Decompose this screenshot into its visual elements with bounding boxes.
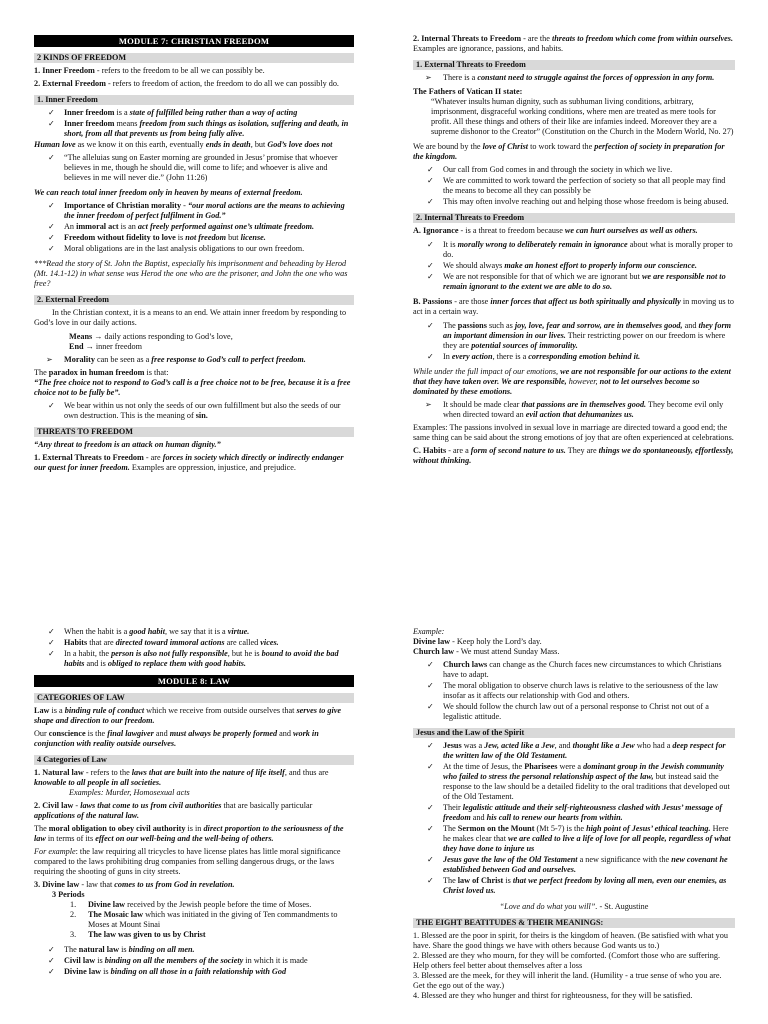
inner-check-1: ✓ Inner freedom is a state of fulfilled being rather than a way of acting: [34, 108, 354, 118]
tricycle-example: For example: the law requiring all tricycles to have license plates has little moral significance compared to the laws prohibiting drug companies from selling dangerous drugs, or the laws requiring the shooting of guns in city streets.: [34, 847, 341, 877]
beatitude-1: 1. Blessed are the poor in spirit, for theirs is the kingdom of heaven. (Be satisfied with what you have. Share the good things we have with others because God wants us to.): [413, 931, 728, 950]
binding-check-3: ✓ Divine law is binding on all those in a faith relationship with God: [34, 967, 354, 977]
inner-check-2: ✓ Inner freedom means freedom from such things as isolation, suffering and death, in short, from all that prevents us from being fully alive.: [34, 119, 354, 139]
conscience-def: Our conscience is the final lawgiver and must always be properly formed and work in conjunction with reality outside ourselves.: [34, 729, 319, 749]
binding-check-2: ✓ Civil law is binding on all the members of the society in which it is made: [34, 956, 354, 966]
jesus-check-6: ✓ The law of Christ is that we perfect freedom by loving all men, even our enemies, as Christ loved us.: [413, 876, 735, 896]
moral-obligation: The moral obligation to obey civil authority is in direct proportion to the seriousness of the law in terms of its effect on our well-being and the well-being of others.: [34, 824, 344, 844]
beatitude-2: 2. Blessed are they who mourn, for they will be comforted. (Comfort those who are suffering. Help others feel better about themselves after a loss: [413, 951, 721, 970]
ignorance-check-3: ✓ We are not responsible for that of which we are ignorant but we are responsible not to remain ignorant to the extent we are able to do so.: [413, 272, 735, 292]
constant-arrow: ➢ There is a constant need to struggle against the forces of oppression in any form.: [413, 73, 735, 83]
law-def: Law is a binding rule of conduct which we receive from outside ourselves that serves to give shape and direction to our freedom.: [34, 706, 342, 726]
periods-label: 3 Periods: [52, 890, 85, 900]
jesus-check-2: ✓ At the time of Jesus, the Pharisees were a dominant group in the Jewish community who failed to stress the personal relationship aspect of the law, but instead said the response to the law should be a detailed fidelity to the oral traditions that developed out of the Old Testament.: [413, 762, 735, 802]
habit-check-2: ✓ Habits that are directed toward immoral actions are called vices.: [34, 638, 354, 648]
module7-column: [34, 34, 354, 476]
habits-def: C. Habits - are a form of second nature to us. They are things we do spontaneously, effortlessly, without thinking.: [413, 446, 734, 465]
civil-law: 2. Civil law - laws that come to us from civil authorities that are basically particular applications of the natural law.: [34, 801, 313, 821]
threats-column: [413, 34, 735, 469]
ext-threat: 1. External Threats to Freedom - are forces in society which directly or indirectly endanger our quest for inner freedom. Examples are oppression, injustice, and prejudice.: [34, 453, 344, 473]
four-categories-header: 4 Categories of Law: [34, 755, 354, 765]
period-3: 3. The law was given to us by Christ: [70, 930, 206, 940]
vatican-quote: “Whatever insults human dignity, such as subhuman living conditions, arbitrary, imprisonment, disgraceful working conditions, where men are treated as mere tools for profit. All these things and others of their like are infamies indeed. Moreover they are a supreme dishonor to the Creator” (Constitution on the Church in the Modern World, No. 27): [431, 97, 734, 136]
natural-law: 1. Natural law - refers to the laws that are built into the nature of life itself, and thus are knowable to all people in all societies.: [34, 768, 329, 788]
jesus-check-1: ✓ Jesus was a Jew, acted like a Jew, and thought like a Jew who had a deep respect for the written law of the Old Testament.: [413, 741, 735, 761]
binding-check-1: ✓ The natural law is binding on all men.: [34, 945, 354, 955]
kind1: 1. Inner Freedom - refers to the freedom to be all we can possibly be.: [34, 66, 265, 76]
divine-example: Divine law - Keep holy the Lord’s day.: [413, 637, 542, 646]
int-threat-intro: 2. Internal Threats to Freedom - are the threats to freedom which come from within ourselves. Examples are ignorance, passions, and habits.: [413, 34, 733, 53]
period-2: 2. The Mosaic law which was initiated in the giving of Ten commandments to Moses at Mount Sinai: [70, 910, 338, 930]
ignorance-check-1: ✓ It is morally wrong to deliberately remain in ignorance about what is morally proper to do.: [413, 240, 735, 260]
threats-header: THREATS TO FREEDOM: [34, 427, 354, 437]
means-line: Means → daily actions responding to God’s love,: [69, 332, 233, 342]
ext-threats-header: 1. External Threats to Freedom: [413, 60, 735, 70]
habit-check-1: ✓ When the habit is a good habit, we say that it is a virtue.: [34, 627, 354, 637]
example-label: Example:: [413, 627, 445, 636]
spirit-header: Jesus and the Law of the Spirit: [413, 728, 735, 738]
fathers-heading: The Fathers of Vatican II state:: [413, 87, 523, 96]
natural-examples: Examples: Murder, Homosexual acts: [69, 788, 190, 798]
obligations-check: ✓ Moral obligations are in the last analysis obligations to our own freedom.: [34, 244, 354, 254]
categories-header: CATEGORIES OF LAW: [34, 693, 354, 703]
divine-law: 3. Divine law - law that comes to us from God in revelation.: [34, 880, 235, 890]
paradox-quote: “The free choice not to respond to God’s call is a free choice not to be free, because it is a free choice not to be fully be”.: [34, 378, 351, 398]
human-love: Human love as we know it on this earth, eventually ends in death, but God’s love does not: [34, 140, 333, 150]
beatitude-3: 3. Blessed are the meek, for they will inherit the land. (Humility - a true sense of who you are. Get the ego out of the way.): [413, 971, 722, 990]
inner-freedom-header: 1. Inner Freedom: [34, 95, 354, 105]
module7-title: MODULE 7: CHRISTIAN FREEDOM: [34, 35, 354, 47]
church-check-1: ✓ Church laws can change as the Church faces new circumstances to which Christians have to adapt.: [413, 660, 735, 680]
beatitudes-header: THE EIGHT BEATITUDES & THEIR MEANINGS:: [413, 918, 735, 928]
jesus-check-3: ✓ Their legalistic attitude and their self-righteousness clashed with Jesus’ message of freedom and his call to renew our hearts from within.: [413, 803, 735, 823]
bound-check-1: ✓ Our call from God comes in and through the society in which we live.: [413, 165, 735, 175]
module8-column: [34, 627, 354, 978]
module8-title: MODULE 8: LAW: [34, 675, 354, 687]
fidelity-check: ✓ Freedom without fidelity to love is not freedom but license.: [34, 233, 354, 243]
clear-arrow: ➢ It should be made clear that passions are in themselves good. They become evil only when directed toward an evil action that dehumanizes us.: [413, 400, 735, 420]
paradox-line: The paradox in human freedom is that:: [34, 368, 169, 378]
reach-text: We can reach total inner freedom only in heaven by means of external freedom.: [34, 188, 303, 198]
jesus-check-5: ✓ Jesus gave the law of the Old Testament a new significance with the new covenant he established between God and ourselves.: [413, 855, 735, 875]
kind2: 2. External Freedom - refers to freedom of action, the freedom to do all we can possibly do.: [34, 79, 339, 89]
church-check-2: ✓ The moral obligation to observe church laws is relative to the seriousness of the law insofar as it affects our relationship with God and others.: [413, 681, 735, 701]
int-threats-header: 2. Internal Threats to Freedom: [413, 213, 735, 223]
augustine-quote: “Love and do what you will”. - St. Augustine: [499, 902, 649, 911]
church-check-3: ✓ We should follow the church law out of a personal response to Christ not out of a legalistic attitude.: [413, 702, 735, 722]
church-example: Church law - We must attend Sunday Mass.: [413, 647, 560, 656]
ignorance-check-2: ✓ We should always make an honest effort to properly inform our conscience.: [413, 261, 735, 271]
bear-check: ✓ We bear within us not only the seeds of our own fulfillment but also the seeds of our own destruction. This is the meaning of sin.: [34, 401, 354, 421]
bound-check-3: ✓ This may often involve reaching out and helping those whose freedom is being abused.: [413, 197, 735, 207]
john-quote: ✓ “The alleluias sung on Easter morning are grounded in Jesus’ promise that whoever believes in me, though he should die, will come to life; and whoever is alive and believes in me will never die.” (John 11:26): [34, 153, 354, 183]
immoral-check: ✓ An immoral act is an act freely performed against one’s ultimate freedom.: [34, 222, 354, 232]
passions-def: B. Passions - are those inner forces that affect us both spiritually and physically in moving us to act in a certain way.: [413, 297, 735, 316]
ignorance-def: A. Ignorance - is a threat to freedom because we can hurt ourselves as well as others.: [413, 226, 698, 235]
morality-check: ✓ Importance of Christian morality - “our moral actions are the means to achieving the inner freedom of perfect fulfilment in God.”: [34, 201, 354, 221]
examples-paragraph: Examples: The passions involved in sexual love in marriage are directed toward a good end; the same thing can be said about the strong emotions of joy that are often experienced at celebrations.: [413, 423, 734, 442]
baptist-note: ***Read the story of St. John the Baptist, especially his imprisonment and beheading by Herod (Mt. 14.1-12) in what sense was Herod the one who are the prisoner, and John the one who was free?: [34, 259, 348, 289]
passions-check-1: ✓ The passions such as joy, love, fear and sorrow, are in themselves good, and they form an important dimension in our lives. Their restricting power on our freedom is where they are potential sources of immorality.: [413, 321, 735, 351]
law-spirit-column: [413, 627, 735, 1001]
threats-quote: “Any threat to freedom is an attack on human dignity.”: [34, 440, 221, 450]
bound-check-2: ✓ We are committed to work toward the perfection of society so that all people may find the means to become all they can possibly be: [413, 176, 735, 196]
beatitude-4: 4. Blessed are they who hunger and thirst for righteousness, for they will be satisfied.: [413, 991, 693, 1000]
passions-check-2: ✓ In every action, there is a corresponding emotion behind it.: [413, 352, 735, 362]
period-1: 1. Divine law received by the Jewish people before the time of Moses.: [70, 900, 312, 910]
morality-arrow: ➢ Morality can be seen as a free response to God’s call to perfect freedom.: [34, 355, 354, 365]
end-line: End → inner freedom: [69, 342, 143, 352]
external-freedom-header: 2. External Freedom: [34, 295, 354, 305]
while-paragraph: While under the full impact of our emotions, we are not responsible for our actions to the extent that they have taken over. We are responsible, however, not to let ourselves become so dominated by these emotions.: [413, 367, 731, 396]
habit-check-3: ✓ In a habit, the person is also not fully responsible, but he is bound to avoid the bad habits and is obliged to replace them with good habits.: [34, 649, 354, 669]
bound-line: We are bound by the love of Christ to work toward the perfection of society in preparation for the kingdom.: [413, 142, 725, 161]
external-paragraph: In the Christian context, it is a means to an end. We attain inner freedom by responding to God’s love in our daily actions.: [34, 308, 347, 328]
jesus-check-4: ✓ The Sermon on the Mount (Mt 5-7) is the high point of Jesus’ ethical teaching. Here he makes clear that we are called to live a life of love for all people, regardless of what they have done to injure us: [413, 824, 735, 854]
kinds-header: 2 KINDS OF FREEDOM: [34, 53, 354, 63]
